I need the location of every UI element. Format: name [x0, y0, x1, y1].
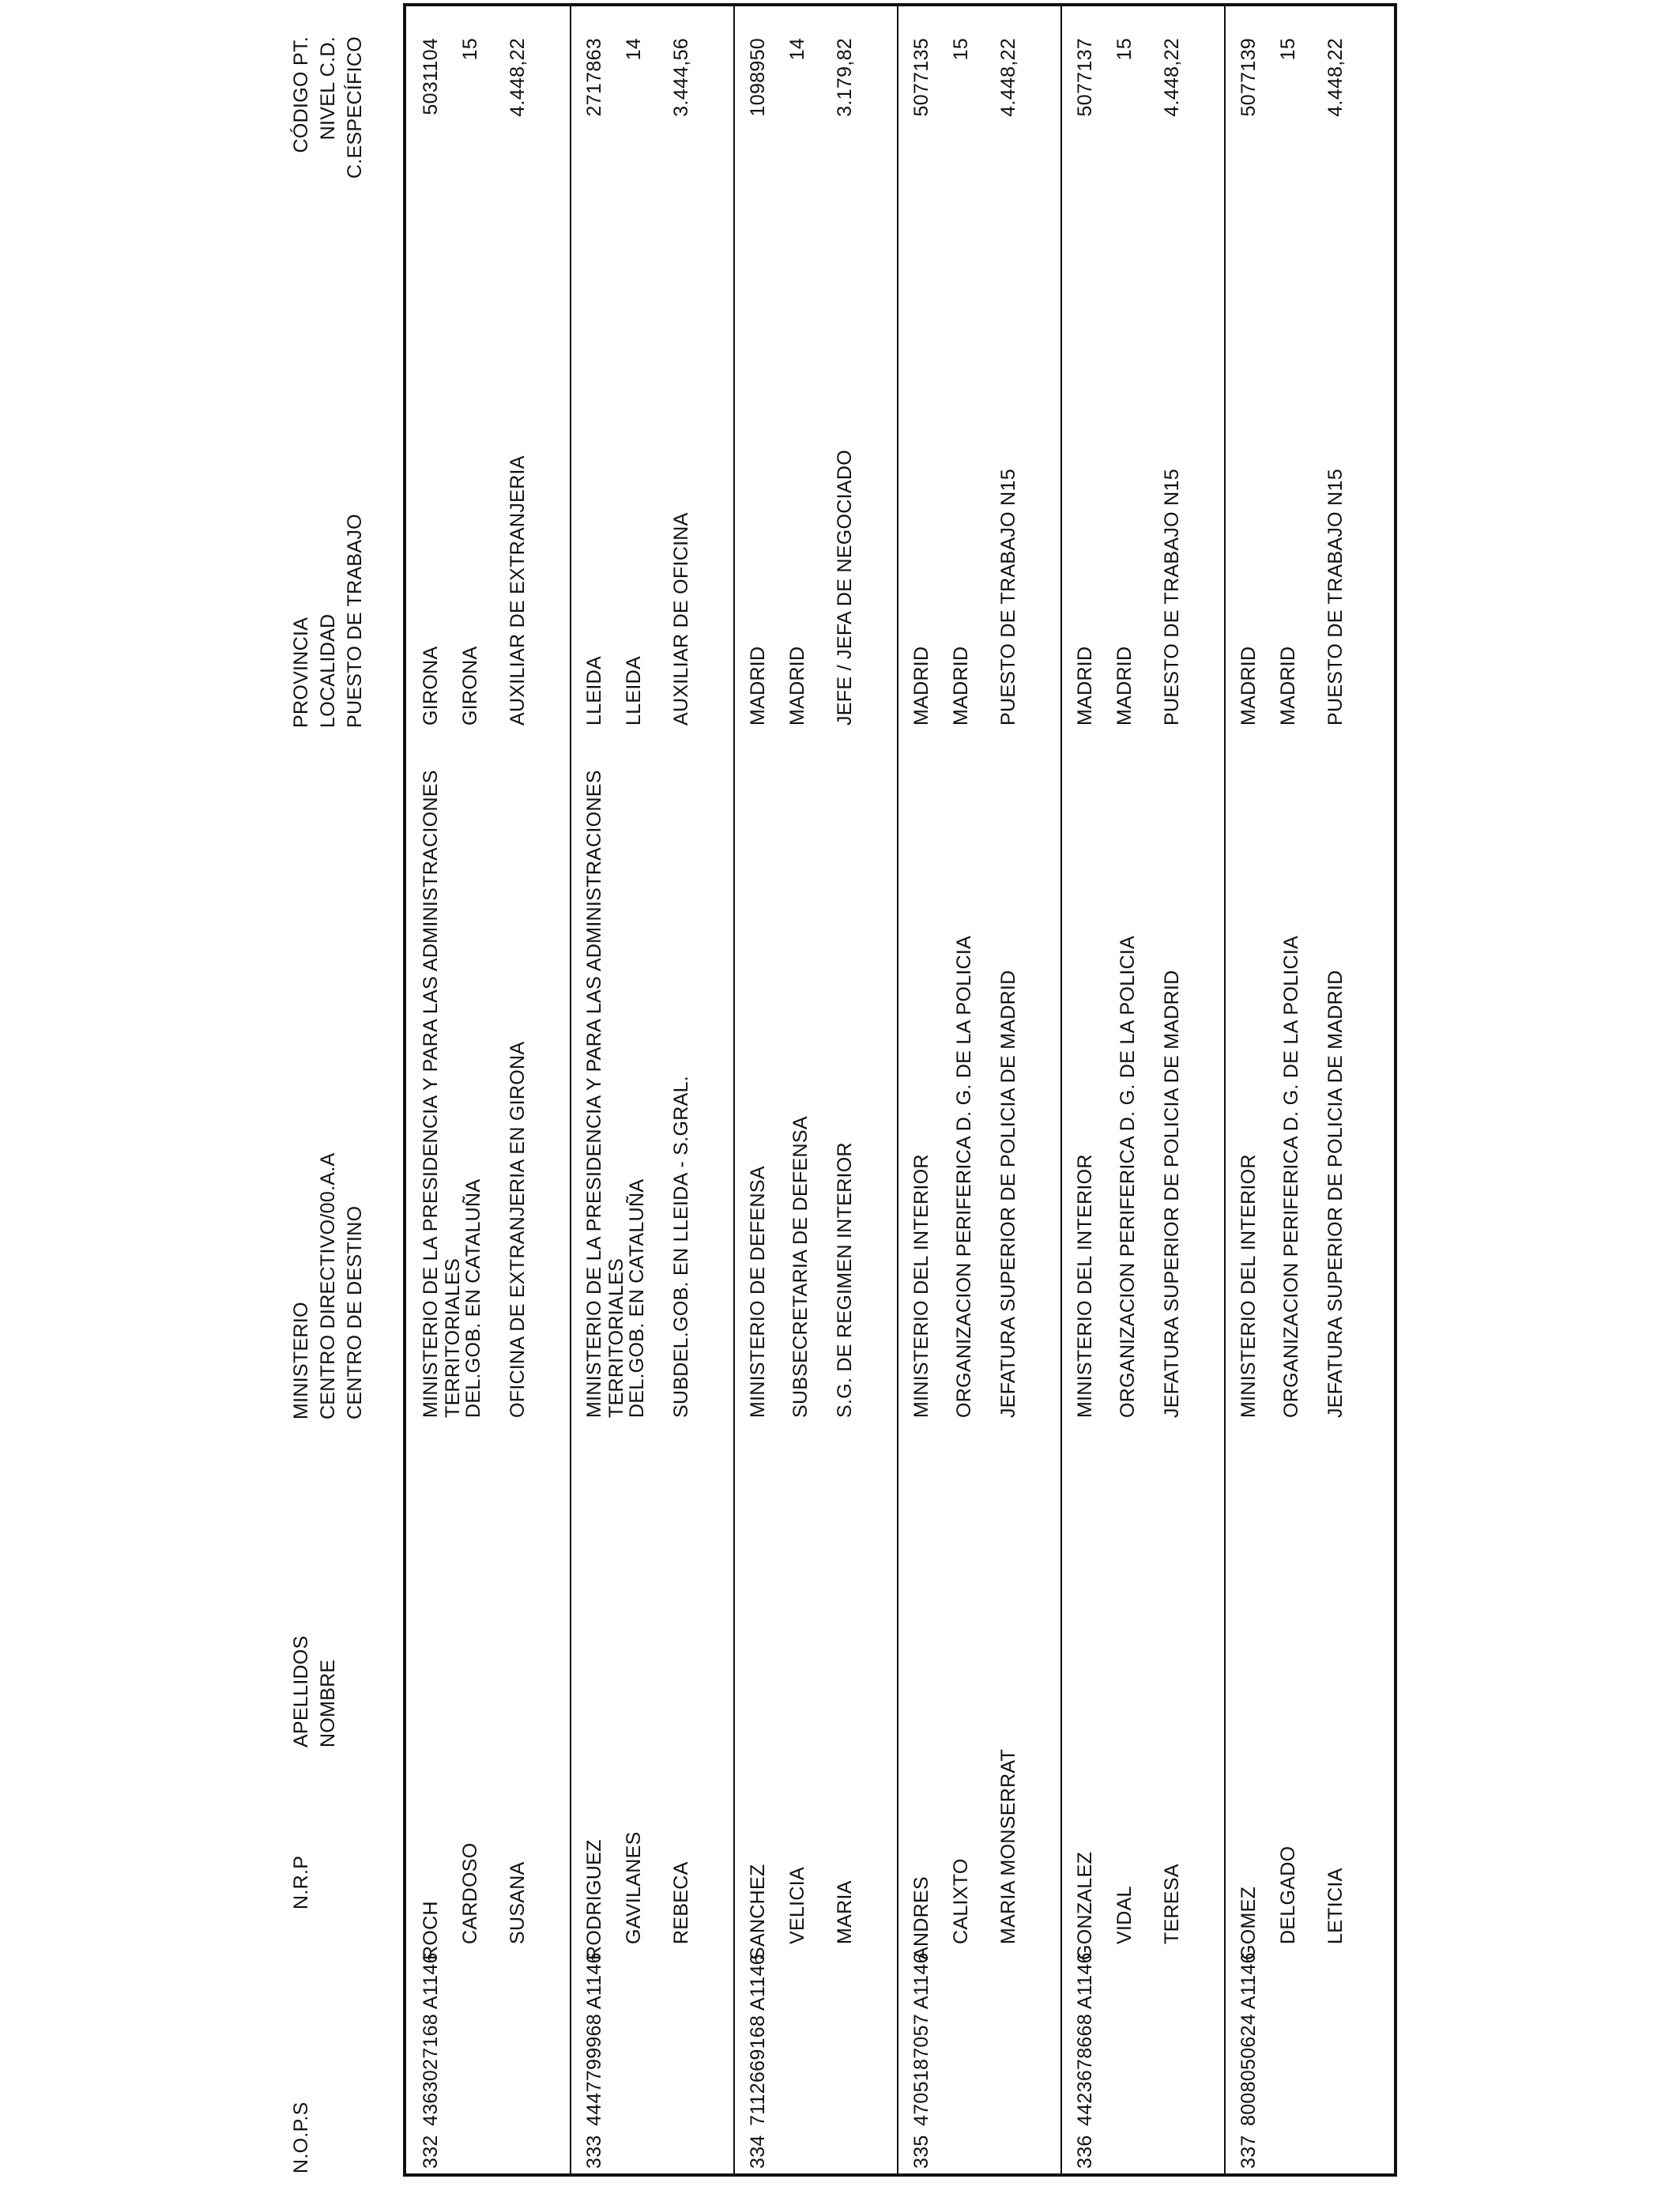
row-separator — [1224, 6, 1226, 2173]
record-centro-destino: JEFATURA SUPERIOR DE POLICIA DE MADRID — [1324, 970, 1347, 1418]
record-centro-destino: JEFATURA SUPERIOR DE POLICIA DE MADRID — [1161, 970, 1183, 1418]
record-apellido1: GOMEZ — [1237, 1886, 1260, 1960]
record-centro-directivo: DEL.GOB. EN CATALUÑA — [462, 1178, 484, 1418]
record-codigo: 1098950 — [747, 38, 769, 117]
record-nivel: 15 — [459, 38, 481, 61]
record-ministerio-cont: TERRITORIALES — [605, 1257, 627, 1418]
record-row — [1060, 6, 1224, 2173]
row-separator — [1060, 6, 1062, 2173]
record-provincia: MADRID — [1237, 646, 1260, 726]
record-apellido1: GONZALEZ — [1074, 1851, 1096, 1960]
record-nombre: MARIA MONSERRAT — [997, 1748, 1019, 1944]
record-centro-directivo: ORGANIZACION PERIFERICA D. G. DE LA POLICIA — [1117, 935, 1139, 1418]
header-nivel: NIVEL C.D. — [317, 36, 339, 141]
record-nops: 333 — [583, 2135, 605, 2169]
record-row — [1224, 6, 1388, 2173]
record-nops: 332 — [420, 2135, 442, 2169]
header-especifico: C.ESPECÍFICO — [344, 36, 366, 179]
record-puesto: PUESTO DE TRABAJO N15 — [1324, 469, 1347, 726]
record-provincia: LLEIDA — [583, 656, 605, 726]
header-nrp: N.R.P — [290, 1855, 312, 1909]
record-nops: 337 — [1237, 2135, 1260, 2169]
record-puesto: JEFE / JEFA DE NEGOCIADO — [834, 450, 856, 726]
record-centro-directivo: SUBSECRETARIA DE DEFENSA — [789, 1116, 812, 1418]
record-apellido2: DELGADO — [1277, 1845, 1299, 1944]
record-localidad: MADRID — [1113, 646, 1136, 726]
record-ministerio: MINISTERIO DE LA PRESIDENCIA Y PARA LAS ADMINISTRACIONES — [583, 770, 605, 1418]
record-nrp: 4423678668 A1146 — [1074, 1952, 1096, 2126]
record-centro-destino: JEFATURA SUPERIOR DE POLICIA DE MADRID — [997, 970, 1019, 1418]
record-codigo: 5077137 — [1074, 38, 1096, 117]
record-centro-directivo: DEL.GOB. EN CATALUÑA — [626, 1178, 648, 1418]
record-nombre: REBECA — [670, 1861, 692, 1944]
record-apellido2: GAVILANES — [623, 1831, 645, 1944]
record-especifico: 4.448,22 — [507, 38, 529, 117]
record-row — [570, 6, 733, 2173]
record-nops: 335 — [910, 2135, 932, 2169]
record-centro-directivo: ORGANIZACION PERIFERICA D. G. DE LA POLICIA — [953, 935, 975, 1418]
record-provincia: MADRID — [910, 646, 932, 726]
record-nivel: 15 — [1113, 38, 1136, 61]
header-nombre: NOMBRE — [317, 1659, 339, 1747]
record-provincia: GIRONA — [420, 646, 442, 726]
record-nombre: LETICIA — [1324, 1868, 1347, 1944]
header-centro-destino: CENTRO DE DESTINO — [344, 1205, 366, 1419]
header-nops: N.O.P.S — [290, 2102, 312, 2173]
record-puesto: AUXILIAR DE OFICINA — [670, 512, 692, 726]
record-ministerio: MINISTERIO DE DEFENSA — [747, 1166, 769, 1418]
record-nops: 334 — [747, 2135, 769, 2169]
row-separator — [733, 6, 735, 2173]
record-especifico: 4.448,22 — [1161, 38, 1183, 117]
record-codigo: 5031104 — [420, 38, 442, 115]
header-ministerio-centros — [288, 1152, 368, 1419]
header-provincia: PROVINCIA — [290, 616, 312, 728]
record-nombre: MARIA — [834, 1880, 856, 1944]
record-apellido2: CARDOSO — [459, 1842, 481, 1944]
record-nrp: 7112669168 A1146 — [747, 1954, 769, 2126]
record-provincia: MADRID — [1074, 646, 1096, 726]
record-nrp: 4447799968 A1146 — [583, 1952, 605, 2126]
record-especifico: 3.444,56 — [670, 38, 692, 117]
row-separator — [897, 6, 898, 2173]
record-ministerio: MINISTERIO DEL INTERIOR — [910, 1154, 932, 1418]
record-localidad: GIRONA — [459, 646, 481, 726]
record-row — [733, 6, 897, 2173]
record-centro-directivo: ORGANIZACION PERIFERICA D. G. DE LA POLICIA — [1280, 935, 1302, 1418]
record-nivel: 14 — [623, 38, 645, 61]
records-table — [403, 3, 1397, 2177]
record-puesto: PUESTO DE TRABAJO N15 — [1161, 469, 1183, 726]
header-apellidos: APELLIDOS — [290, 1635, 312, 1747]
record-especifico: 4.448,22 — [1324, 38, 1347, 117]
record-apellido2: CALIXTO — [950, 1858, 972, 1944]
record-nrp: 8008050624 A1146 — [1237, 1952, 1260, 2126]
record-puesto: PUESTO DE TRABAJO N15 — [997, 469, 1019, 726]
record-codigo: 2717863 — [583, 38, 605, 117]
record-localidad: MADRID — [1277, 646, 1299, 726]
record-apellido1: SANCHEZ — [747, 1864, 769, 1960]
record-nrp: 4705187057 A1146 — [910, 1952, 932, 2126]
header-provincia-localidad-puesto — [288, 514, 368, 728]
record-especifico: 4.448,22 — [997, 38, 1019, 117]
record-localidad: LLEIDA — [623, 656, 645, 726]
record-codigo: 5077139 — [1237, 38, 1260, 117]
record-centro-destino: SUBDEL.GOB. EN LLEIDA - S.GRAL. — [670, 1075, 692, 1418]
record-apellido1: RODRIGUEZ — [583, 1839, 605, 1960]
record-nops: 336 — [1074, 2135, 1096, 2169]
record-provincia: MADRID — [747, 646, 769, 726]
record-nivel: 15 — [950, 38, 972, 61]
record-apellido2: VELICIA — [786, 1867, 808, 1944]
header-ministerio: MINISTERIO — [290, 1302, 312, 1419]
record-row — [897, 6, 1060, 2173]
record-nivel: 15 — [1277, 38, 1299, 61]
record-ministerio: MINISTERIO DEL INTERIOR — [1074, 1154, 1096, 1418]
header-apellidos-nombre — [288, 1635, 341, 1747]
record-apellido1: ROCH — [420, 1901, 442, 1960]
header-puesto: PUESTO DE TRABAJO — [344, 514, 366, 728]
record-especifico: 3.179,82 — [834, 38, 856, 117]
record-ministerio: MINISTERIO DE LA PRESIDENCIA Y PARA LAS ADMINISTRACIONES — [420, 770, 442, 1418]
record-ministerio: MINISTERIO DEL INTERIOR — [1237, 1154, 1260, 1418]
record-apellido1: ANDRES — [910, 1876, 932, 1960]
record-row — [406, 6, 570, 2173]
record-nombre: TERESA — [1161, 1864, 1183, 1944]
record-localidad: MADRID — [786, 646, 808, 726]
header-localidad: LOCALIDAD — [317, 613, 339, 728]
record-centro-destino: S.G. DE REGIMEN INTERIOR — [834, 1142, 856, 1418]
record-centro-destino: OFICINA DE EXTRANJERIA EN GIRONA — [507, 1041, 529, 1418]
record-codigo: 5077135 — [910, 38, 932, 117]
record-nombre: SUSANA — [507, 1861, 529, 1944]
record-apellido2: VIDAL — [1113, 1886, 1136, 1944]
record-localidad: MADRID — [950, 646, 972, 726]
record-nrp: 4363027168 A1146 — [420, 1952, 442, 2126]
record-nivel: 14 — [786, 38, 808, 61]
header-codigo: CÓDIGO PT. — [290, 36, 312, 153]
record-puesto: AUXILIAR DE EXTRANJERIA — [507, 455, 529, 726]
record-ministerio-cont: TERRITORIALES — [442, 1257, 464, 1418]
header-codigo-nivel-especifico — [288, 36, 368, 202]
row-separator — [570, 6, 571, 2173]
header-centro-directivo: CENTRO DIRECTIVO/00.A.A — [317, 1152, 339, 1419]
